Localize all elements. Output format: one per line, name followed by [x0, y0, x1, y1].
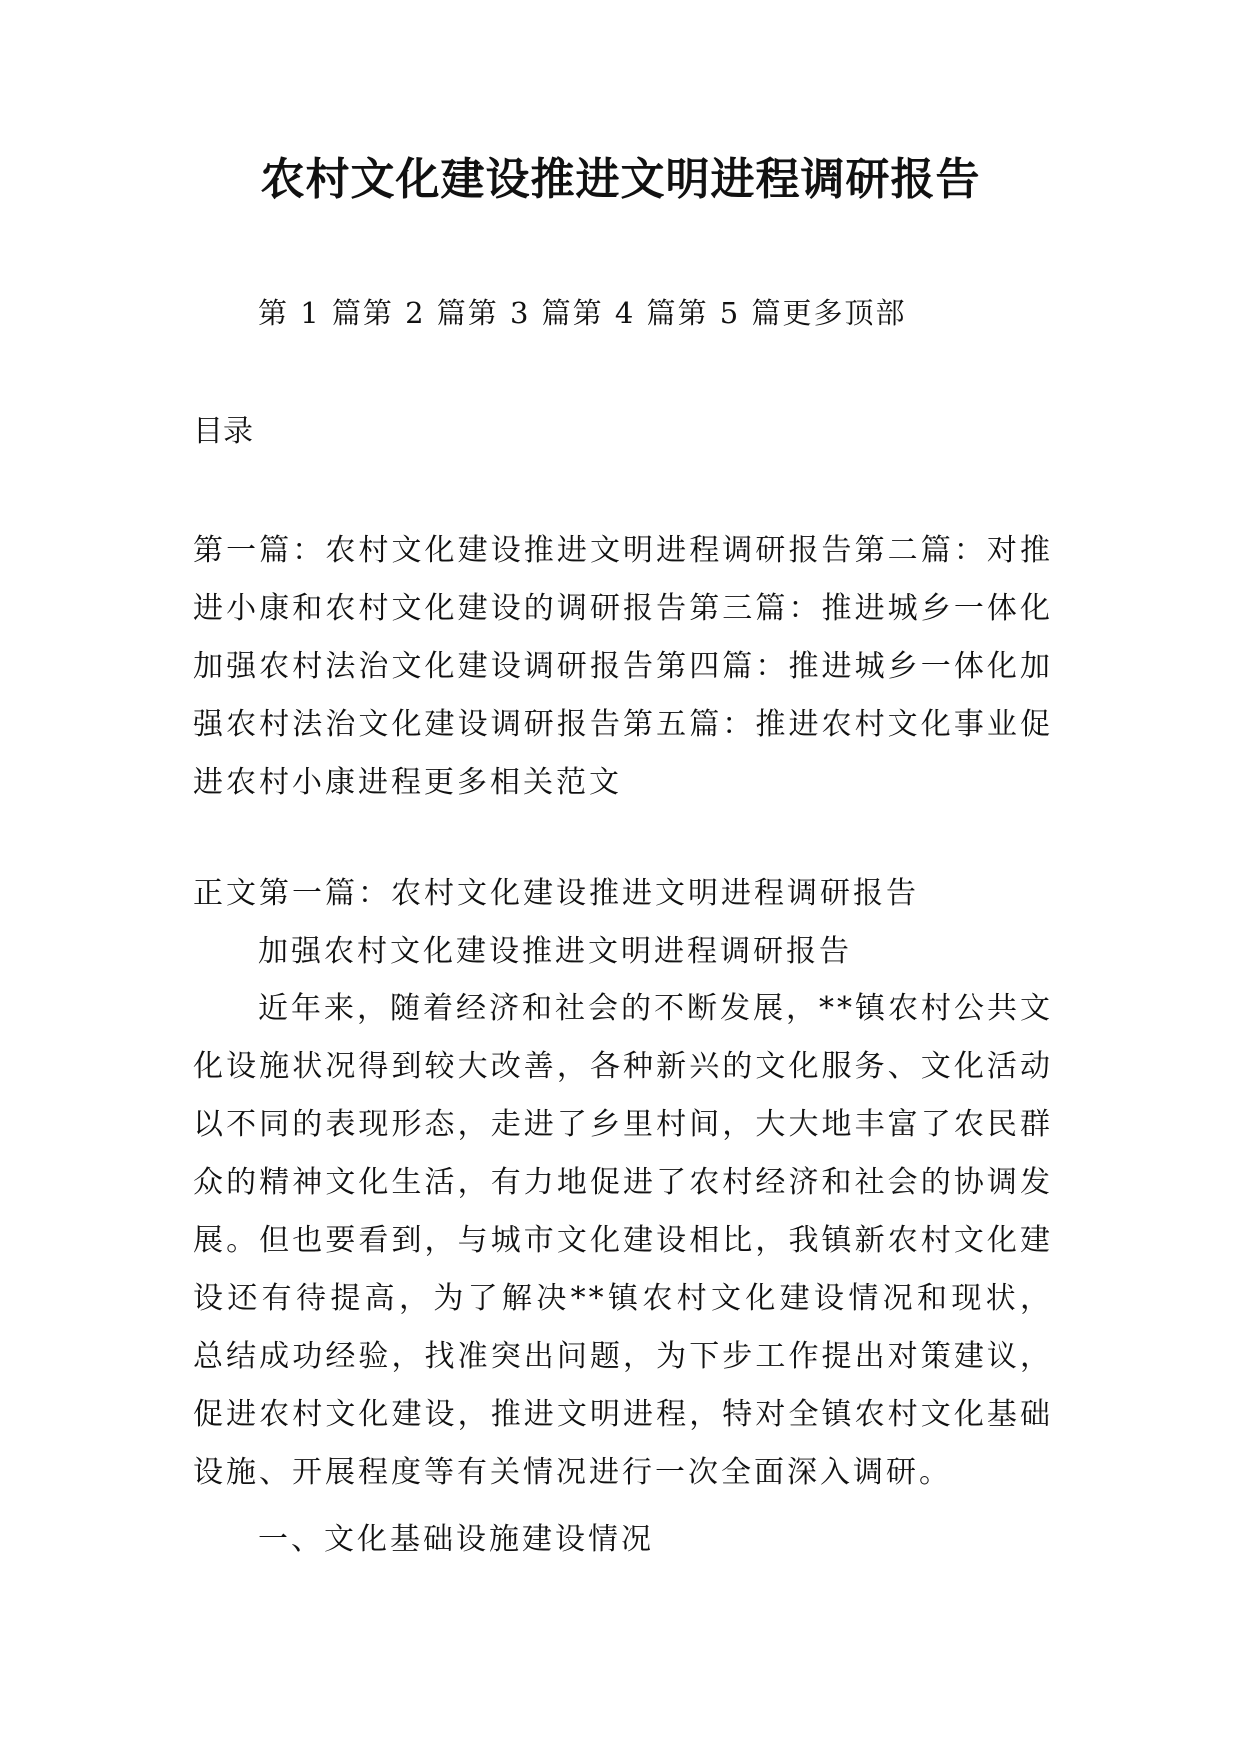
nav-link-more[interactable]: 更多	[782, 296, 845, 330]
article-navigation	[258, 292, 906, 334]
section-heading: 一、文化基础设施建设情况	[258, 1522, 654, 1557]
body-paragraph: 近年来，随着经济和社会的不断发展，**镇农村公共文化设施状况得到较大改善，各种新兴的文化服务、文化活动以不同的表现形态，走进了乡里村间，大大地丰富了农民群众的精神文化生活，有力地促进了农村经济和社会的协调发展。但也要看到，与城市文化建设相比，我镇新农村文化建设还有待提高，为了解决**镇农村文化建设情况和现状，总结成功经验，找准突出问题，为下步工作提出对策建议，促进农村文化建设，推进文明进程，特对全镇农村文化基础设施、开展程度等有关情况进行一次全面深入调研。	[193, 991, 1053, 1490]
main-text-heading: 正文第一篇：农村文化建设推进文明进程调研报告	[193, 876, 919, 911]
nav-link-part-2[interactable]: 第 2 篇	[362, 296, 468, 330]
nav-link-part-3[interactable]: 第 3 篇	[467, 296, 573, 330]
document-title: 农村文化建设推进文明进程调研报告	[260, 154, 981, 205]
nav-link-part-1[interactable]: 第 1 篇	[258, 296, 363, 330]
table-of-contents-heading: 目录	[193, 414, 253, 449]
report-subtitle: 加强农村文化建设推进文明进程调研报告	[258, 934, 852, 969]
nav-link-top[interactable]: 顶部	[844, 296, 907, 330]
nav-link-part-5[interactable]: 第 5 篇	[677, 296, 783, 330]
table-of-contents-text: 第一篇：农村文化建设推进文明进程调研报告第二篇：对推进小康和农村文化建设的调研报告第三篇：推进城乡一体化加强农村法治文化建设调研报告第四篇：推进城乡一体化加强农村法治文化建设调研报告第五篇：推进农村文化事业促进农村小康进程更多相关范文	[193, 533, 1053, 800]
nav-link-part-4[interactable]: 第 4 篇	[572, 296, 678, 330]
